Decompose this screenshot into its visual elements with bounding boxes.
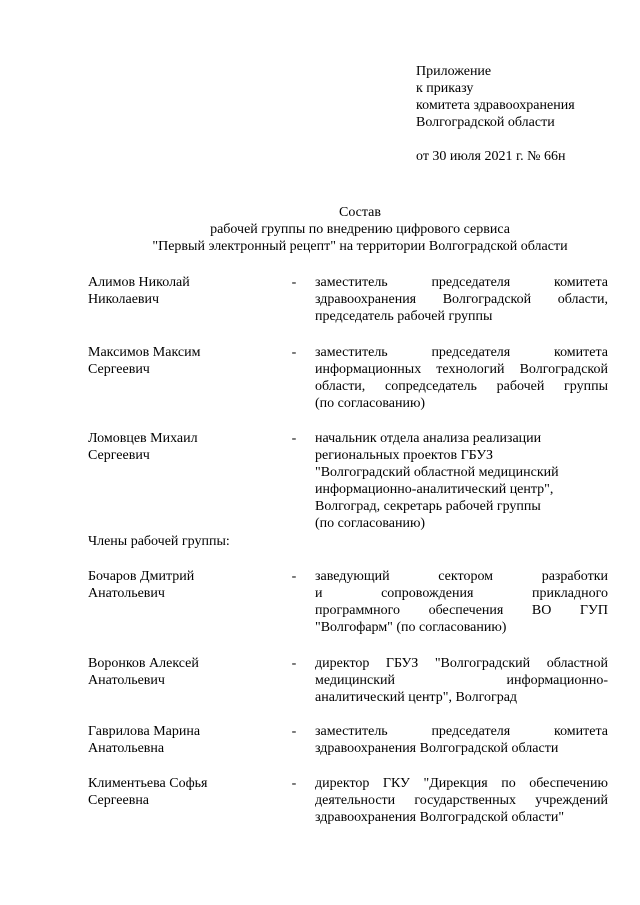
- member-patronymic: Сергеевич: [88, 448, 150, 463]
- role-line: директор ГКУ "Дирекция по обеспечению: [315, 776, 608, 791]
- member-name: [88, 655, 278, 689]
- title-line: "Первый электронный рецепт" на территории Волгоградской области: [152, 239, 568, 254]
- appendix-line: к приказу: [416, 81, 474, 96]
- dash: -: [291, 776, 297, 791]
- appendix-line: комитета здравоохранения: [416, 98, 575, 113]
- member-role: [315, 344, 608, 412]
- role-line: информационных технологий Волгоградской: [315, 362, 608, 377]
- member-surname: Климентьева Софья: [88, 776, 208, 791]
- member-name: [88, 274, 278, 308]
- member-surname: Ломовцев Михаил: [88, 431, 198, 446]
- appendix-line: Волгоградской области: [416, 115, 555, 130]
- role-line: области, сопредседатель рабочей группы: [315, 379, 608, 394]
- member-role: [315, 568, 608, 636]
- role-line: заместитель председателя комитета: [315, 724, 608, 739]
- appendix-line: Приложение: [416, 64, 492, 79]
- role-line: информационно-аналитический центр",: [315, 482, 554, 497]
- title-line: рабочей группы по внедрению цифрового сервиса: [210, 222, 510, 237]
- member-surname: Бочаров Дмитрий: [88, 569, 195, 584]
- member-name: [88, 430, 278, 464]
- document-title: [80, 204, 640, 255]
- member-patronymic: Анатольевич: [88, 586, 165, 601]
- dash: -: [291, 724, 297, 739]
- role-line: заведующий сектором разработки: [315, 569, 608, 584]
- member-patronymic: Николаевич: [88, 292, 160, 307]
- role-line: и сопровождения прикладного: [315, 586, 608, 601]
- member-patronymic: Анатольевич: [88, 673, 165, 688]
- role-line: председатель рабочей группы: [315, 309, 493, 324]
- member-name: [88, 775, 278, 809]
- member-role: [315, 655, 608, 706]
- member-name: [88, 723, 278, 757]
- member-role: [315, 274, 608, 325]
- role-line: директор ГБУЗ "Волгоградский областной: [315, 656, 608, 671]
- role-line: (по согласованию): [315, 516, 426, 531]
- role-line: здравоохранения Волгоградской области,: [315, 292, 608, 307]
- role-line: заместитель председателя комитета: [315, 345, 608, 360]
- role-line: здравоохранения Волгоградской области": [315, 810, 565, 825]
- section-label: Члены рабочей группы:: [88, 534, 230, 549]
- appendix-header: [416, 63, 616, 131]
- member-patronymic: Анатольевна: [88, 741, 165, 756]
- member-name: [88, 568, 278, 602]
- role-line: деятельности государственных учреждений: [315, 793, 608, 808]
- role-line: (по согласованию): [315, 396, 426, 411]
- member-patronymic: Сергеевич: [88, 362, 150, 377]
- role-line: "Волгоградский областной медицинский: [315, 465, 559, 480]
- member-name: [88, 344, 278, 378]
- member-patronymic: Сергеевна: [88, 793, 150, 808]
- role-line: заместитель председателя комитета: [315, 275, 608, 290]
- role-line: здравоохранения Волгоградской области: [315, 741, 559, 756]
- dash: -: [291, 569, 297, 584]
- member-role: [315, 430, 608, 532]
- member-surname: Алимов Николай: [88, 275, 190, 290]
- member-surname: Гаврилова Марина: [88, 724, 201, 739]
- dash: -: [291, 431, 297, 446]
- role-line: Волгоград, секретарь рабочей группы: [315, 499, 541, 514]
- member-role: [315, 775, 608, 826]
- dash: -: [291, 656, 297, 671]
- role-line: программного обеспечения ВО ГУП: [315, 603, 608, 618]
- dash: -: [291, 275, 297, 290]
- role-line: региональных проектов ГБУЗ: [315, 448, 493, 463]
- role-line: начальник отдела анализа реализации: [315, 431, 542, 446]
- role-line: медицинский информационно-: [315, 673, 608, 688]
- member-surname: Максимов Максим: [88, 345, 201, 360]
- role-line: аналитический центр", Волгоград: [315, 690, 518, 705]
- title-line: Состав: [338, 205, 381, 220]
- role-line: "Волгофарм" (по согласованию): [315, 620, 507, 635]
- dash: -: [291, 345, 297, 360]
- order-date: от 30 июля 2021 г. № 66н: [416, 149, 566, 164]
- member-role: [315, 723, 608, 757]
- member-surname: Воронков Алексей: [88, 656, 199, 671]
